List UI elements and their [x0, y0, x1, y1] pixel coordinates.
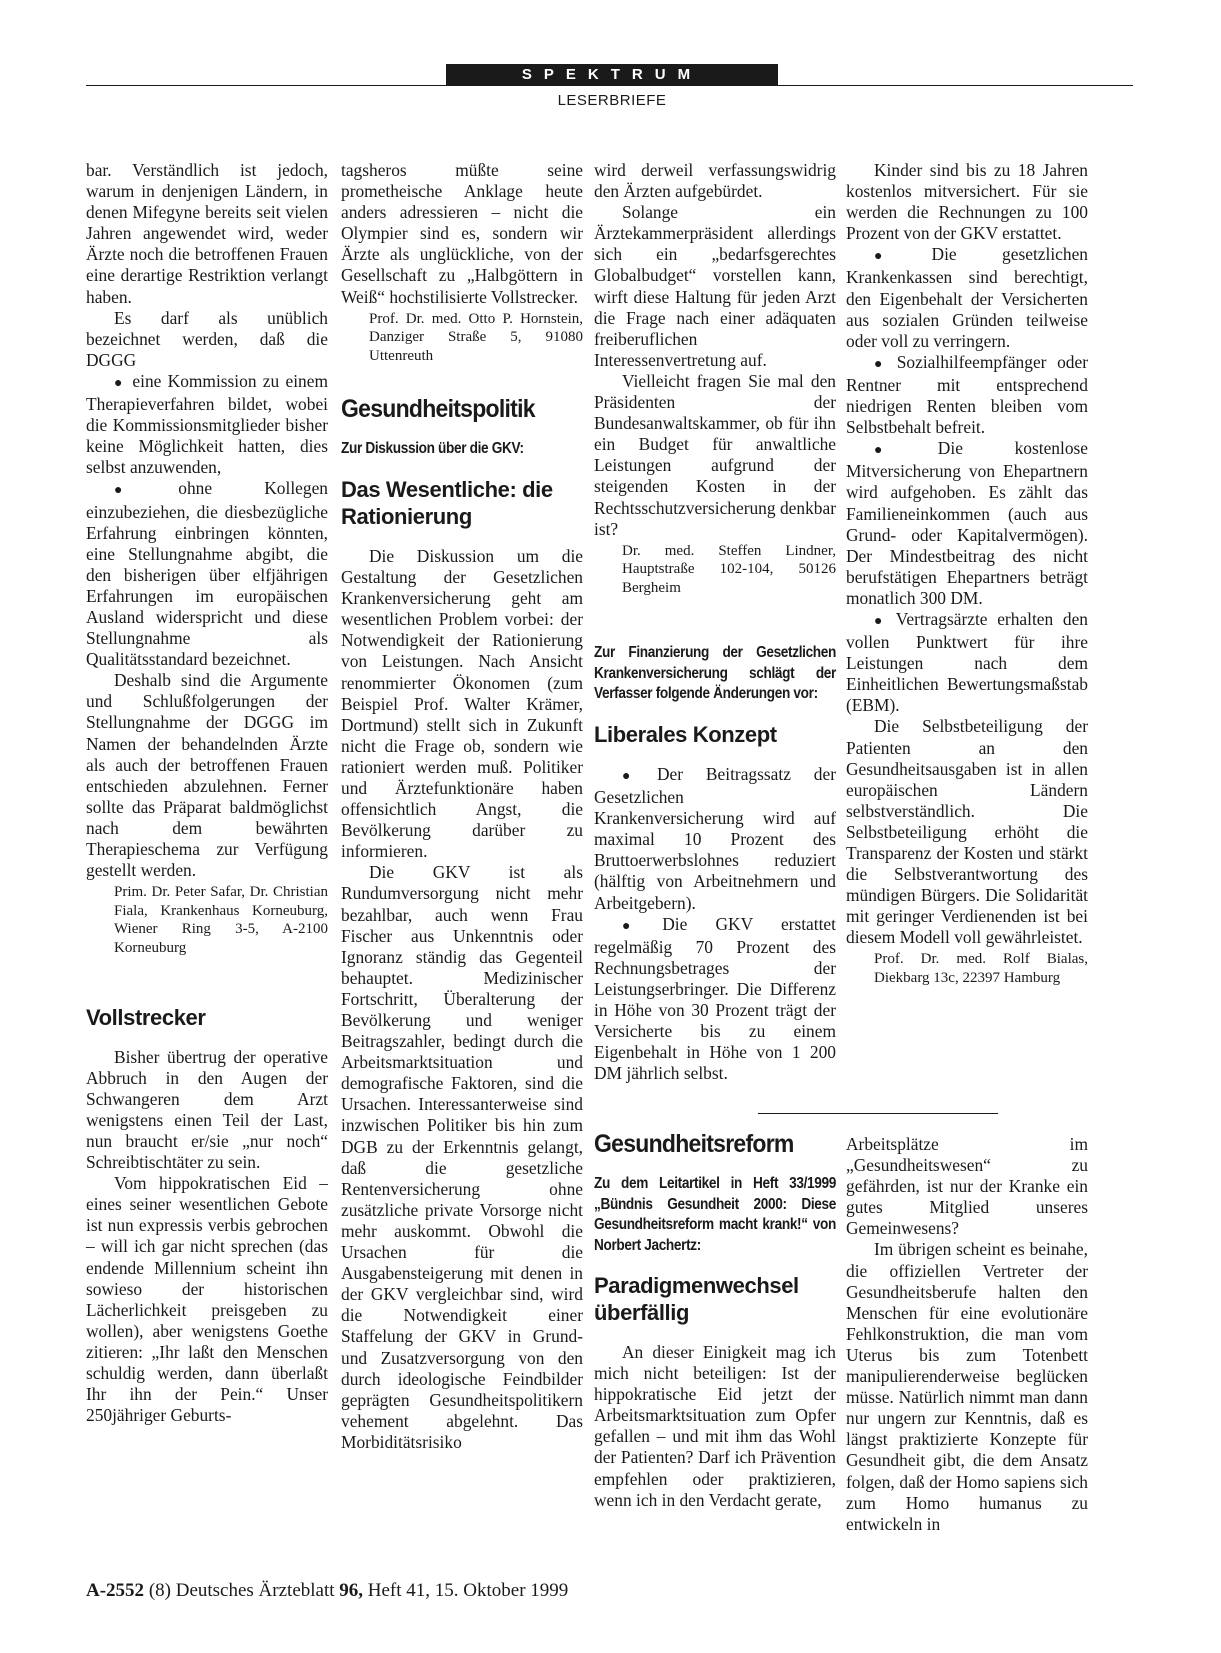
header-rule	[86, 85, 1133, 86]
paragraph: tagsheros müßte seine prometheische Anklage heute anders adressieren – nicht die Olympier sind es, sondern wir Ärzte als unglückliche, von der Gesellschaft zu „Halbgöttern in Weiß“ hochstilisierte Vollstrecker.	[341, 160, 583, 307]
section-divider	[758, 1113, 998, 1114]
footer-journal: (8) Deutsches Ärzteblatt	[148, 1580, 335, 1601]
bullet-item: ● Der Beitragssatz der Gesetzlichen Krankenversicherung wird auf maximal 10 Prozent des Bruttoerwerbslohnes reduziert (hälftig von Arbeitnehmern und Arbeitgebern).	[594, 764, 836, 914]
paragraph: Vom hippokratischen Eid – eines seiner wesentlichen Gebote ist nun expressis verbis gebrochen – will ich gar nicht sprechen (das endende Millennium scheint ihn sowieso der historischen Lächerlichkeit preisgeben zu wollen), aber wenigstens Goethe zitieren: „Ihr laßt den Menschen schuldig werden, dann überlaßt Ihr ihn der Pein.“ Unser 250jähriger Geburts-	[86, 1173, 328, 1426]
paragraph: Die Selbstbeteiligung der Patienten an den Gesundheitsausgaben ist in allen europäischen Ländern selbstverständlich. Die Selbstbeteiligung erhöht die Transparenz der Kosten und stärkt die Selbstverantwortung des mündigen Bürgers. Die Solidarität mit geringer Verdienenden ist bei diesem Modell voll gewährleistet.	[846, 716, 1088, 948]
subsection-header: LESERBRIEFE	[557, 92, 667, 109]
column-2	[341, 160, 583, 1453]
kicker: Zur Diskussion über die GKV:	[341, 440, 524, 458]
paragraph: Arbeitsplätze im „Gesundheitswesen“ zu gefährden, ist nur der Kranke ein gutes Mitglied unseres Gemeinwesens?	[846, 1134, 1088, 1239]
column-3	[594, 160, 836, 1084]
paragraph: Die Diskussion um die Gestaltung der Gesetzlichen Krankenversicherung geht am wesentlichen Problem vorbei: der Notwendigkeit der Rationierung von Leistungen. Nach Ansicht renommierter Ökonomen (zum Beispiel Prof. Walter Krämer, Dortmund) stellt sich in Zukunft nicht die Frage ob, sondern wie rationiert werden muß. Politiker und Ärztefunktionäre haben offensichtlich Angst, die Bevölkerung darüber zu informieren.	[341, 545, 583, 862]
page-number: A-2552	[86, 1580, 145, 1601]
paragraph: bar. Verständlich ist jedoch, warum in denjenigen Ländern, in denen Mifegyne bereits seit vielen Jahren angewendet wird, weder Ärzte noch die betroffenen Frauen eine derartige Restriktion verlangt haben.	[86, 160, 328, 307]
bullet-item: ● Die kostenlose Mitversicherung von Ehepartnern wird aufgehoben. Es zählt das Familieneinkommen (auch aus Grund- oder Kapitalvermögen). Der Mindestbeitrag des nicht berufstätigen Ehepartners beträgt monatlich 300 DM.	[846, 438, 1088, 609]
bullet-item: ● ohne Kollegen einzubeziehen, die diesbezügliche Erfahrung einbringen könnten, eine Stellungnahme abgibt, die den bisherigen über elfjährigen Erfahrungen im europäischen Ausland widerspricht und diese Stellungnahme als Qualitätsstandard bezeichnet.	[86, 478, 328, 670]
bullet-item: ● Sozialhilfeempfänger oder Rentner mit entsprechend niedrigen Renten bleiben vom Selbstbehalt befreit.	[846, 352, 1088, 438]
letter-title: Vollstrecker	[86, 1004, 206, 1030]
letter-signature: Prof. Dr. med. Rolf Bialas, Diekbarg 13c, 22397 Hamburg	[874, 951, 1088, 987]
letter-title: Paradigmenwechsel überfällig	[594, 1273, 799, 1325]
paragraph: Bisher übertrug der operative Abbruch in den Augen der Schwangeren dem Arzt wenigstens einen Teil der Last, nun braucht er/sie „nur noch“ Schreibtischtäter zu sein.	[86, 1046, 328, 1173]
column-1	[86, 160, 328, 1426]
letter-signature: Prof. Dr. med. Otto P. Hornstein, Danziger Straße 5, 91080 Uttenreuth	[369, 310, 583, 364]
bullet-item: ● Die GKV erstattet regelmäßig 70 Prozent des Rechnungsbetrages der Leistungserbringer. Die Differenz in Höhe von 30 Prozent trägt der Versicherte bis zu einem Eigenbehalt in Höhe von 1 200 DM jährlich selbst.	[594, 914, 836, 1085]
rubric-heading: Gesundheitspolitik	[341, 395, 535, 424]
letter-signature: Dr. med. Steffen Lindner, Hauptstraße 102-104, 50126 Bergheim	[622, 542, 836, 596]
rubric-heading: Gesundheitsreform	[594, 1130, 794, 1158]
paragraph: wird derweil verfassungswidrig den Ärzten aufgebürdet.	[594, 160, 836, 202]
reform-column-left	[594, 1130, 836, 1511]
paragraph: Im übrigen scheint es beinahe, die offiziellen Vertreter der Gesundheitsberufe halten den Menschen für eine evolutionäre Fehlkonstruktion, die man vom Uterus bis zum Totenbett manipulierenderweise beglücken müsse. Natürlich nimmt man dann nur ungern zur Kenntnis, daß es längst praktizierte Konzepte für Gesundheit gibt, die dem Ansatz folgen, daß der Homo sapiens sich zum Homo humanus zu entwickeln in	[846, 1239, 1088, 1534]
paragraph: Vielleicht fragen Sie mal den Präsidenten der Bundesanwaltskammer, ob für ihn ein Budget für anwaltliche Leistungen aufgrund der steigenden Kosten in der Rechtsschutzversicherung denkbar ist?	[594, 370, 836, 539]
letter-title: Liberales Konzept	[594, 721, 777, 747]
section-header: SPEKTRUM	[446, 64, 778, 86]
footer-issue: Heft 41, 15. Oktober 1999	[367, 1580, 569, 1601]
paragraph: Solange ein Ärztekammerpräsident allerdings sich ein „bedarfsgerechtes Globalbudget“ vorstellen kann, wirft diese Haltung für jeden Arzt die Frage nach einer adäquaten freiberuflichen Interessenvertretung auf.	[594, 202, 836, 370]
paragraph: An dieser Einigkeit mag ich mich nicht beteiligen: Ist der hippokratische Eid jetzt der Arbeitsmarktsituation zum Opfer gefallen – und mit ihm das Wohl der Patienten? Darf ich Prävention empfehlen oder praktizieren, wenn ich in den Verdacht gerate,	[594, 1342, 836, 1510]
page-footer	[86, 1580, 568, 1602]
paragraph: Es darf als unüblich bezeichnet werden, daß die DGGG	[86, 307, 328, 370]
kicker: Zur Finanzierung der Gesetzlichen Krankenversicherung schlägt der Verfasser folgende Änderungen vor:	[594, 644, 836, 703]
kicker: Zu dem Leitartikel in Heft 33/1999 „Bündnis Gesundheit 2000: Diese Gesundheitsreform macht krank!“ von Norbert Jachertz:	[594, 1175, 836, 1254]
letter-title: Das Wesentliche: die Rationierung	[341, 476, 553, 529]
footer-volume: 96,	[339, 1580, 364, 1601]
bullet-item: ● Die gesetzlichen Krankenkassen sind berechtigt, den Eigenbehalt der Versicherten aus sozialen Gründen teilweise oder voll zu verringern.	[846, 244, 1088, 351]
paragraph: Die GKV ist als Rundumversorgung nicht mehr bezahlbar, auch wenn Frau Fischer aus Unkenntnis oder Ignoranz ständig das Gegenteil behauptet. Medizinischer Fortschritt, Überalterung der Bevölkerung und weniger Beitragszahler, bedingt durch die Arbeitsmarktsituation und demografische Faktoren, sind die Ursachen. Interessanterweise sind inzwischen Politiker bis hin zum DGB zu der Erkenntnis gelangt, daß die gesetzliche Rentenversicherung ohne zusätzliche private Vorsorge nicht mehr auskommt. Obwohl die Ursachen für die Ausgabensteigerung mit denen in der GKV vergleichbar sind, wird die Notwendigkeit einer Staffelung der GKV in Grund- und Zusatzversorgung von den durch ideologische Feindbilder geprägten Gesundheitspolitikern vehement abgelehnt. Das Morbiditätsrisiko	[341, 862, 583, 1452]
bullet-item: ● eine Kommission zu einem Therapieverfahren bildet, wobei die Kommissionsmitglieder bisher keine Möglichkeit hatten, dies selbst anzuwenden,	[86, 371, 328, 478]
letter-signature: Prim. Dr. Peter Safar, Dr. Christian Fiala, Krankenhaus Korneuburg, Wiener Ring 3-5, A-2100 Korneuburg	[114, 884, 328, 956]
paragraph: Kinder sind bis zu 18 Jahren kostenlos mitversichert. Für sie werden die Rechnungen zu 100 Prozent von der GKV erstattet.	[846, 160, 1088, 244]
reform-column-right	[846, 1134, 1088, 1535]
bullet-item: ● Vertragsärzte erhalten den vollen Punktwert für ihre Leistungen nach dem Einheitlichen Bewertungsmaßstab (EBM).	[846, 609, 1088, 716]
column-4	[846, 160, 1088, 988]
paragraph: Deshalb sind die Argumente und Schlußfolgerungen der Stellungnahme der DGGG im Namen der behandelnden Ärzte als auch der betroffenen Frauen entschieden abzulehnen. Ferner sollte das Präparat baldmöglichst nach dem bewährten Therapieschema zur Verfügung gestellt werden.	[86, 670, 328, 881]
